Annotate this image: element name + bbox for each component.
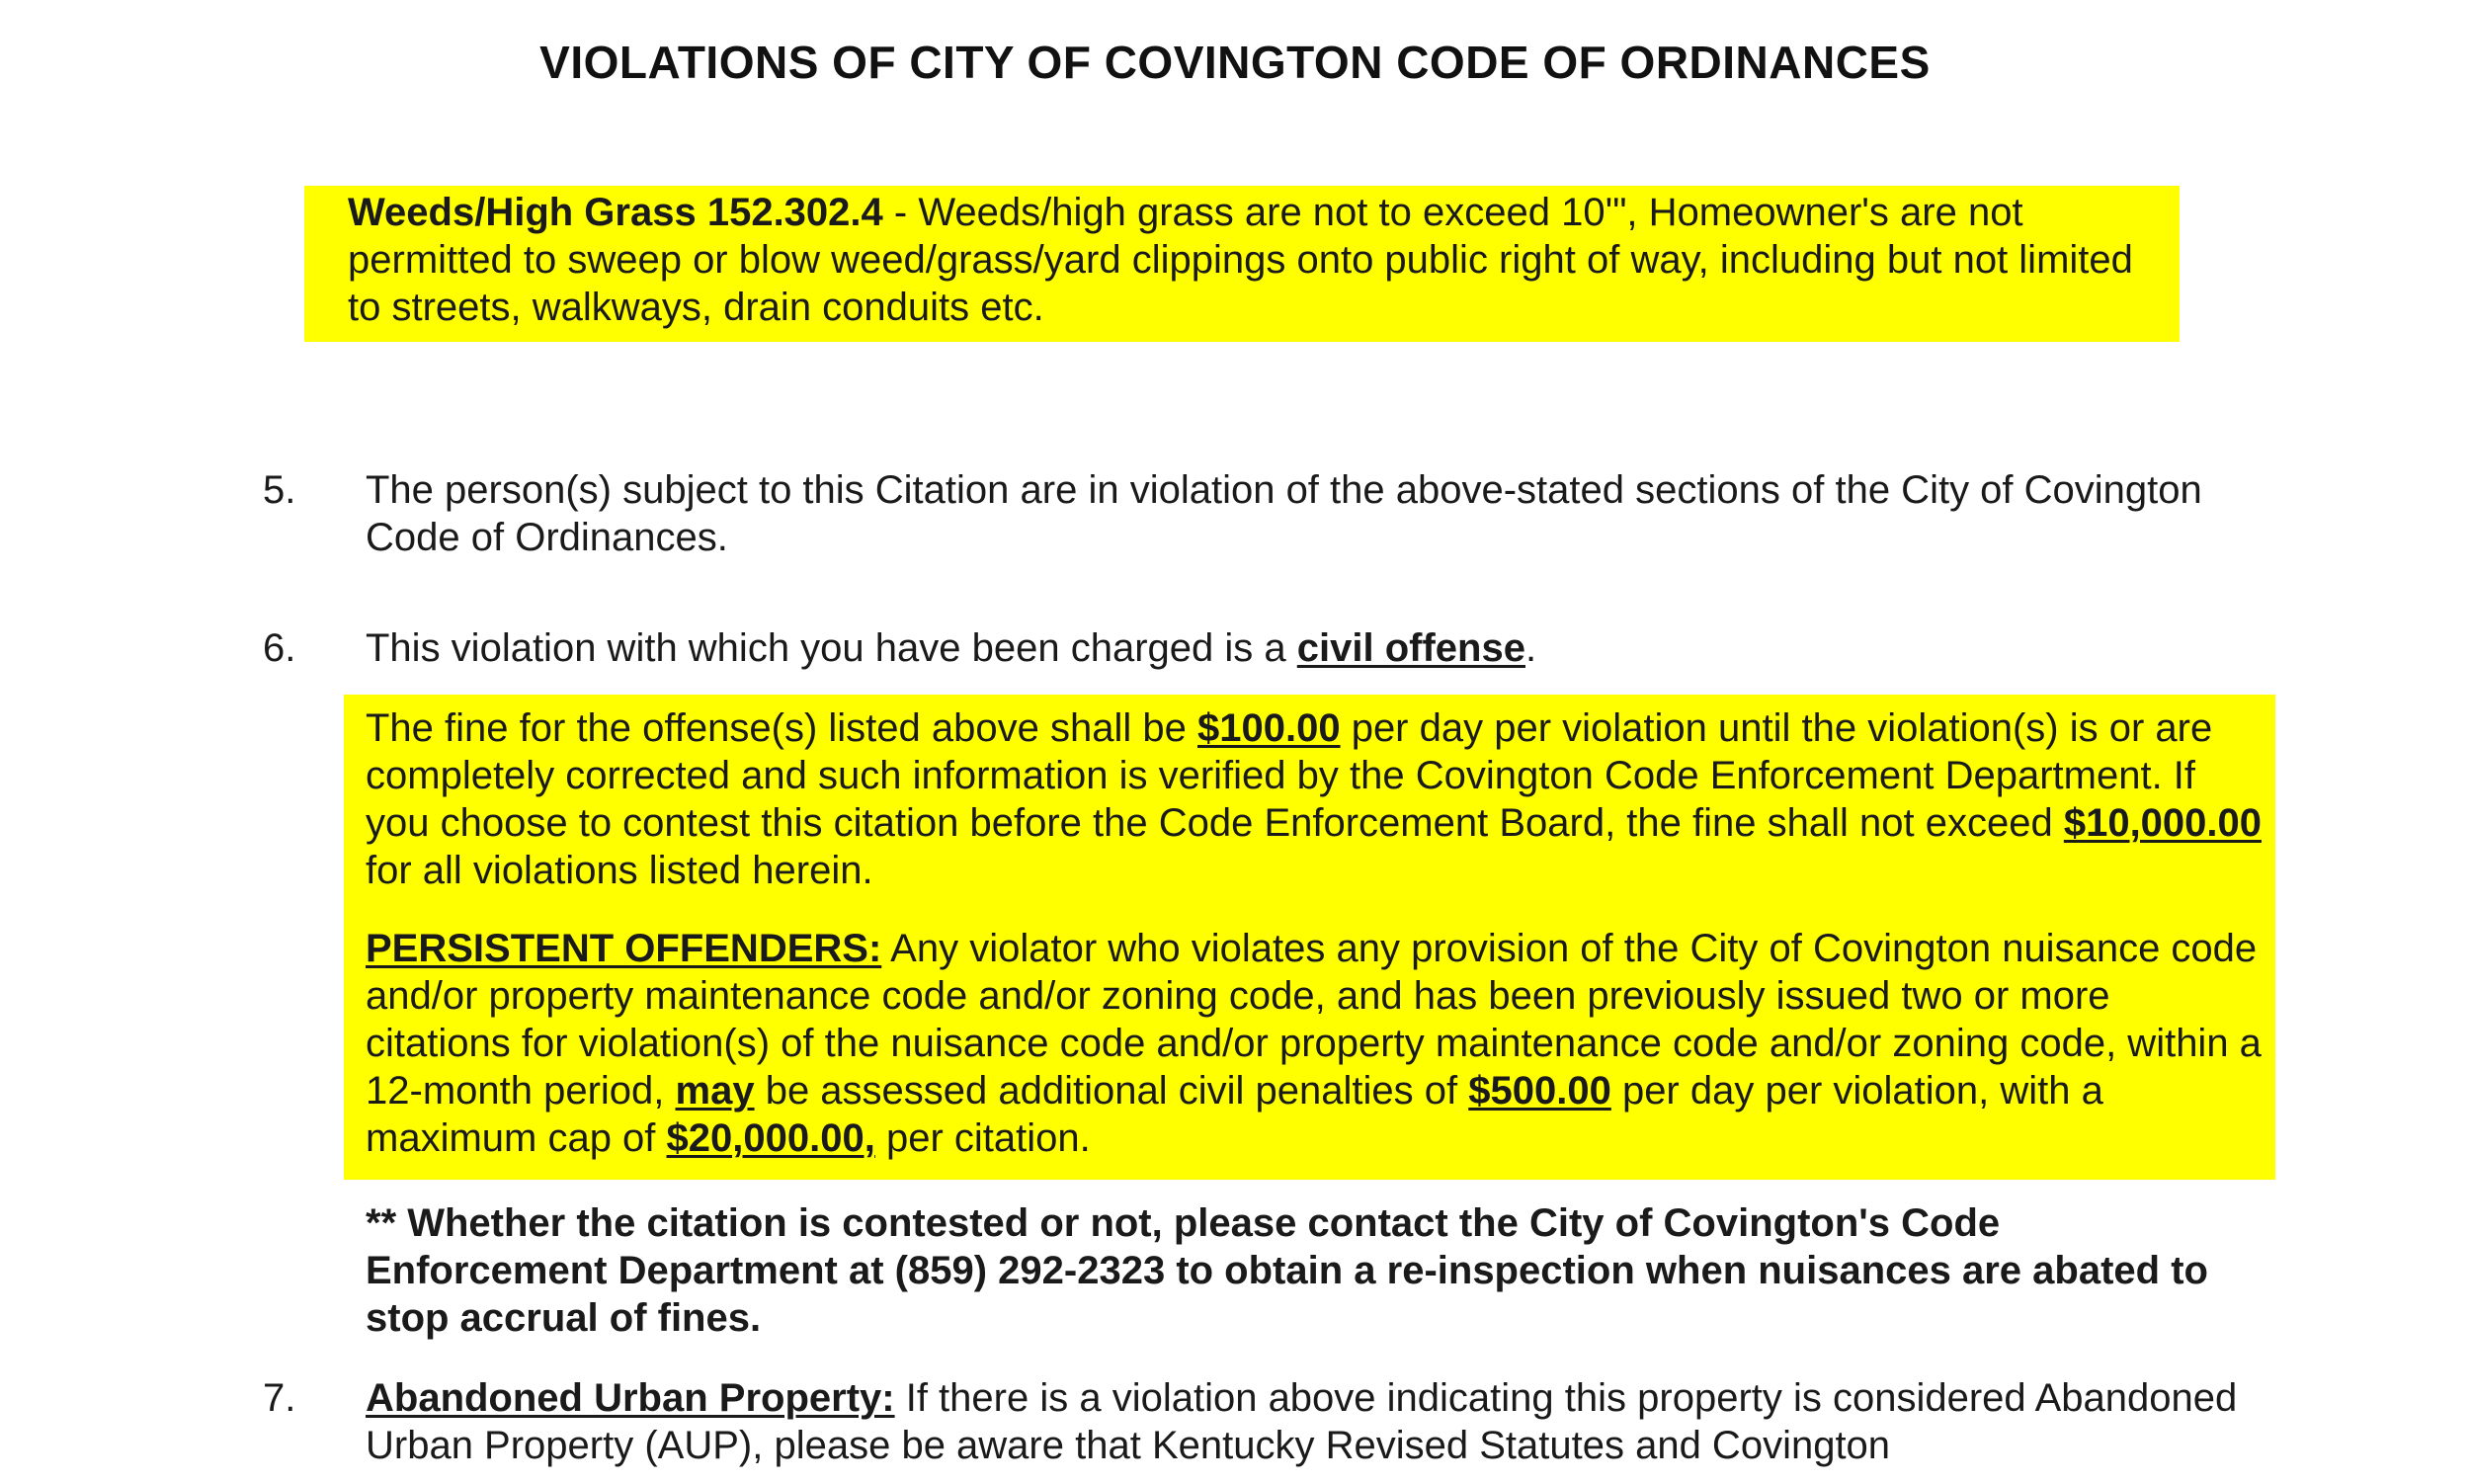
persistent-cap-amount: $20,000.00, xyxy=(666,1116,875,1160)
item-7-paragraph xyxy=(366,1374,2263,1469)
reinspection-note: ** Whether the citation is contested or not, please contact the City of Covington's Code Enforcement Department at (859) 292-2323 to obtain a re-inspection when nuisances are abated to stop accrual of fines. xyxy=(366,1201,2208,1340)
persistent-text-2: be assessed additional civil penalties of xyxy=(754,1069,1469,1113)
page-title: VIOLATIONS OF CITY OF COVINGTON CODE OF ORDINANCES xyxy=(539,37,1931,88)
item-number-6: 6. xyxy=(263,626,296,670)
weeds-heading: Weeds/High Grass 152.302.4 xyxy=(348,191,883,234)
fine-text-3: for all violations listed herein. xyxy=(366,849,873,892)
fine-text-1: The fine for the offense(s) listed above shall be xyxy=(366,706,1197,750)
fine-text-2: per day per violation until the violation(s) is or are completely corrected and such information is verified by the Covington Code Enforcement Department. If you choose to contest this citation before the Code Enforcement Board, the fine shall not exceed xyxy=(366,706,2213,845)
item-6-text-after: . xyxy=(1524,626,1537,670)
persistent-offenders-paragraph xyxy=(366,925,2263,1162)
fine-daily-amount: $100.00 xyxy=(1196,706,1341,750)
abandoned-property-heading: Abandoned Urban Property: xyxy=(366,1376,895,1420)
persistent-offenders-heading: PERSISTENT OFFENDERS: xyxy=(366,927,882,970)
fine-paragraph xyxy=(366,704,2263,894)
item-number-7: 7. xyxy=(263,1376,296,1420)
fine-max-amount: $10,000.00 xyxy=(2063,801,2263,845)
weeds-paragraph xyxy=(348,189,2166,331)
persistent-text-1: Any violator who violates any provision of the City of Covington nuisance code and/or property maintenance code and/or zoning code, and has been previously issued two or more citations for violation(s) of the nuisance code and/or property maintenance code and/or zoning code, within a 12-month period, xyxy=(366,927,2262,1113)
weeds-text: - Weeds/high grass are not to exceed 10'", Homeowner's are not permitted to sweep or blow weed/grass/yard clippings onto public right of way, including but not limited to streets, walkways, drain conduits etc. xyxy=(348,191,2133,329)
item-6-paragraph xyxy=(366,624,2223,672)
persistent-text-3: per day per violation, with a maximum cap of xyxy=(366,1069,2103,1160)
item-6-text-before: This violation with which you have been charged is a xyxy=(366,626,1297,670)
persistent-daily-amount: $500.00 xyxy=(1468,1069,1611,1113)
civil-offense-emphasis: civil offense xyxy=(1296,626,1525,670)
persistent-text-4: per citation. xyxy=(874,1116,1091,1160)
item-5-text: The person(s) subject to this Citation are in violation of the above-stated sections of the City of Covington Code of Ordinances. xyxy=(366,468,2202,559)
item-7-text: If there is a violation above indicating this property is considered Abandoned Urban Property (AUP), please be aware that Kentucky Revised Statutes and Covington xyxy=(366,1376,2238,1467)
may-emphasis: may xyxy=(675,1069,755,1113)
item-number-5: 5. xyxy=(263,468,296,512)
